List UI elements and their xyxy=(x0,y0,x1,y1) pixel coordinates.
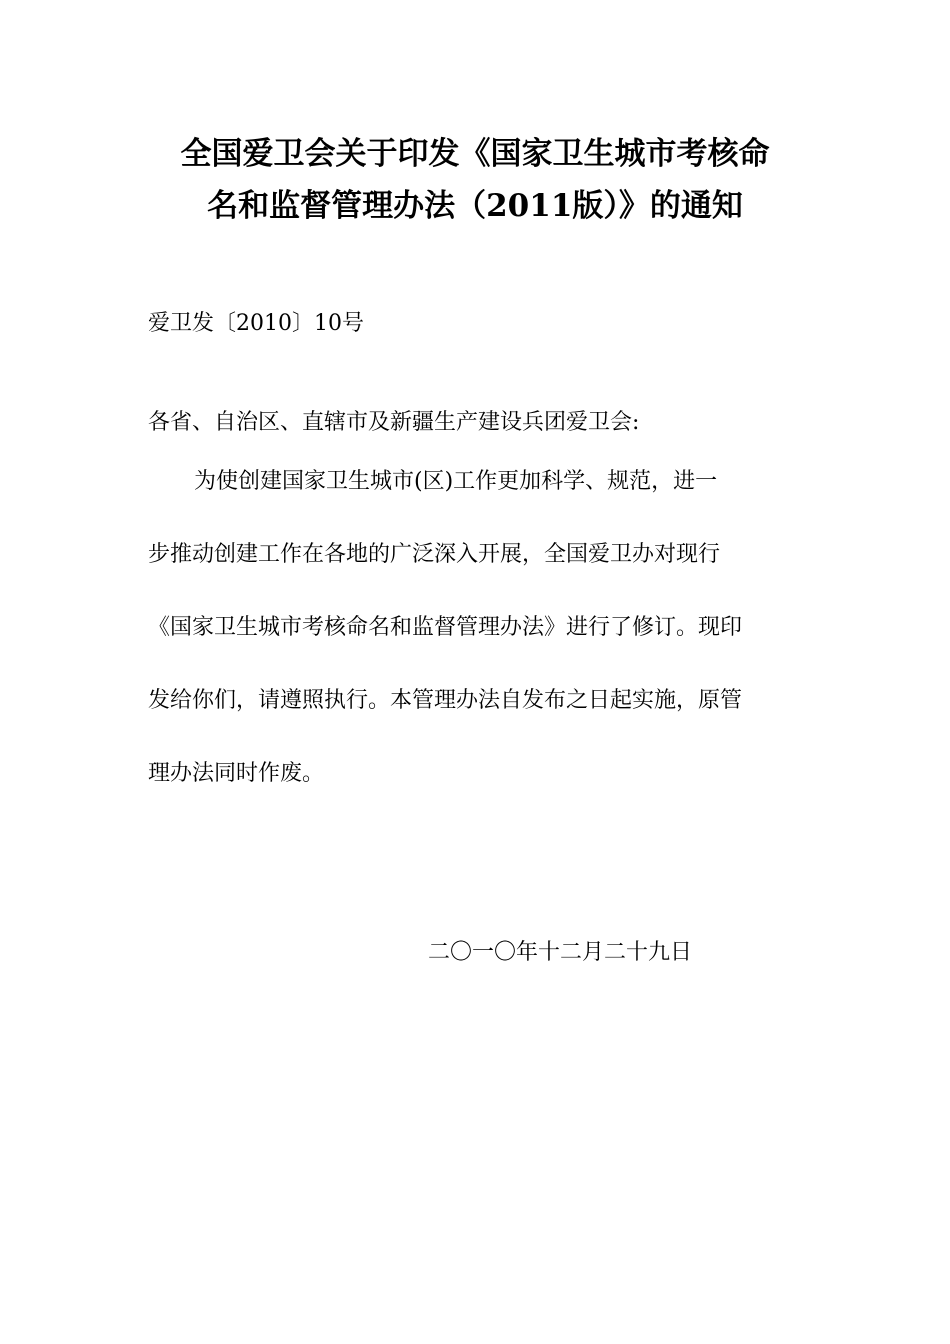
document-number: 爱卫发〔2010〕10号 xyxy=(148,311,364,336)
document-title xyxy=(130,128,820,232)
title-line-2: 名和监督管理办法（2011版）》的通知 xyxy=(207,188,743,224)
issue-date: 二〇一〇年十二月二十九日 xyxy=(428,940,693,965)
body-paragraph xyxy=(148,467,808,832)
body-line: 《国家卫生城市考核命名和监督管理办法》进行了修订。现印 xyxy=(148,615,743,640)
body-line: 步推动创建工作在各地的广泛深入开展，全国爱卫办对现行 xyxy=(148,542,721,567)
title-line-1: 全国爱卫会关于印发《国家卫生城市考核命 xyxy=(180,136,770,172)
body-line: 发给你们，请遵照执行。本管理办法自发布之日起实施，原管 xyxy=(148,688,743,713)
body-line: 理办法同时作废。 xyxy=(148,761,325,786)
salutation: 各省、自治区、直辖市及新疆生产建设兵团爱卫会: xyxy=(148,410,640,435)
body-line: 为使创建国家卫生城市(区)工作更加科学、规范，进一 xyxy=(194,469,718,494)
